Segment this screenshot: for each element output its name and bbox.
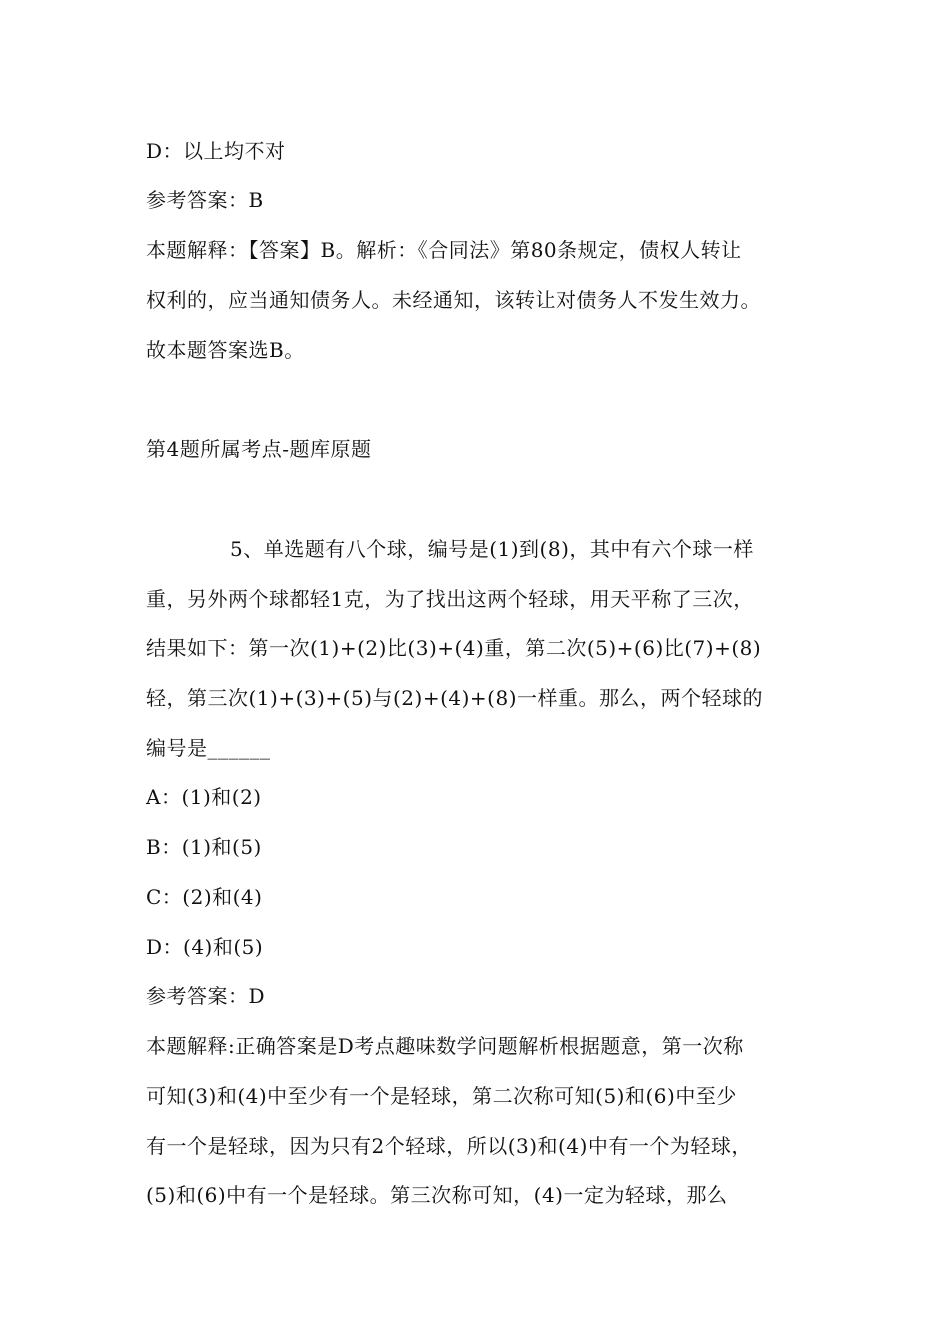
q5-stem-line-3: 结果如下：第一次(1)+(2)比(3)+(4)重，第二次(5)+(6)比(7)+(8): [146, 636, 762, 660]
q4-explanation-line-3: 故本题答案选B。: [146, 338, 305, 362]
q5-answer: 参考答案：D: [146, 984, 266, 1008]
q5-explanation-line-3: 有一个是轻球，因为只有2个轻球，所以(3)和(4)中有一个为轻球，: [146, 1134, 752, 1158]
q4-explanation-line-2: 权利的，应当通知债务人。未经通知，该转让对债务人不发生效力。: [146, 288, 761, 312]
q5-stem-line-1: 5、单选题有八个球，编号是(1)到(8)，其中有六个球一样: [230, 537, 754, 561]
q5-option-c: C：(2)和(4): [146, 885, 263, 909]
q4-option-d: D：以上均不对: [146, 139, 286, 163]
q5-explanation-line-4: (5)和(6)中有一个是轻球。第三次称可知，(4)一定为轻球，那么: [146, 1183, 728, 1207]
q5-stem-line-4: 轻，第三次(1)+(3)+(5)与(2)+(4)+(8)一样重。那么，两个轻球的: [146, 686, 764, 710]
q5-option-b: B：(1)和(5): [146, 835, 262, 859]
q5-stem-line-5: 编号是______: [146, 736, 271, 760]
q5-option-a: A：(1)和(2): [146, 785, 262, 809]
q4-topic: 第4题所属考点-题库原题: [146, 437, 372, 461]
q4-explanation-line-1: 本题解释：【答案】B。解析：《合同法》第80条规定，债权人转让: [146, 238, 742, 262]
q5-explanation-line-1: 本题解释:正确答案是D考点趣味数学问题解析根据题意，第一次称: [146, 1034, 744, 1058]
q4-answer: 参考答案：B: [146, 188, 264, 212]
q5-option-d: D：(4)和(5): [146, 935, 264, 959]
q5-stem-line-2: 重，另外两个球都轻1克，为了找出这两个轻球，用天平称了三次，: [146, 587, 754, 611]
q5-explanation-line-2: 可知(3)和(4)中至少有一个是轻球，第二次称可知(5)和(6)中至少: [146, 1084, 737, 1108]
